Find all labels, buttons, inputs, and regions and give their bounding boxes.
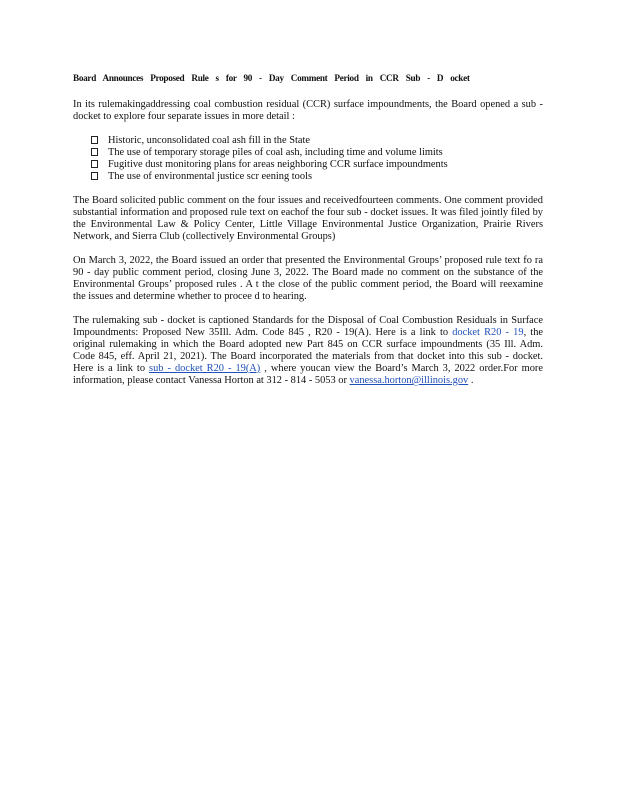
intro-paragraph: In its rulemakingaddressing coal combustion residual (CCR) surface impoundments, the Board opened a sub - docket to explore four separate issues in more detail : bbox=[73, 99, 543, 122]
announcement-title: Board Announces Proposed Rule s for 90 - Day Comment Period in CCR Sub - D ocket bbox=[73, 73, 470, 83]
document-page bbox=[73, 72, 543, 399]
list-item bbox=[91, 135, 543, 147]
list-item bbox=[91, 159, 543, 171]
order-paragraph: On March 3, 2022, the Board issued an order that presented the Environmental Groups’ proposed rule text fo ra 90 - day public comment period, closing June 3, 2022. The Board made no comment on the substance of the Environmental Groups’ proposed rules . A t the close of the public comment period, the Board will reexamine the issues and determine whether to procee d to hearing. bbox=[73, 255, 543, 302]
issue-text: Fugitive dust monitoring plans for areas neighboring CCR surface impoundments bbox=[108, 159, 448, 170]
comments-paragraph: The Board solicited public comment on the four issues and receivedfourteen comments. One comment provided substantial information and proposed rule text on eachof the four sub - docket issues. It was filed jointly filed by the Environmental Law & Policy Center, Little Village Environmental Justice Organization, Prairie Rivers Network, and Sierra Club (collectively Environmental Groups) bbox=[73, 195, 543, 242]
docket-paragraph bbox=[73, 315, 543, 387]
issue-text: Historic, unconsolidated coal ash fill in the State bbox=[108, 135, 310, 146]
list-item bbox=[91, 171, 543, 183]
list-item bbox=[91, 147, 543, 159]
bullet-icon bbox=[91, 136, 98, 144]
issue-text: The use of environmental justice scr eening tools bbox=[108, 171, 313, 182]
bullet-icon bbox=[91, 160, 98, 168]
docket-text-1: The rulemaking sub - docket is captioned Standards for the Disposal of Coal Combustion Residuals in Surface Impoundments: Proposed New 35Ill. Adm. Code 845 , R20 - 19(A). Here is a link to bbox=[73, 315, 543, 338]
docket-text-3: , where youcan view the Board’s March 3, 2022 order.For more information, please contact Vanessa Horton at 312 - 814 - 5053 or bbox=[73, 363, 543, 386]
bullet-icon bbox=[91, 148, 98, 156]
issue-text: The use of temporary storage piles of coal ash, including time and volume limits bbox=[108, 147, 443, 158]
issues-list bbox=[73, 135, 543, 183]
docket-r20-19-link[interactable]: docket R20 - 19 bbox=[452, 327, 524, 338]
bullet-icon bbox=[91, 172, 98, 180]
sub-docket-link[interactable]: sub - docket R20 - 19(A) bbox=[149, 363, 261, 374]
docket-text-4: . bbox=[468, 375, 474, 386]
email-link[interactable]: vanessa.horton@illinois.gov bbox=[349, 375, 469, 386]
docket-text-2: , the original rulemaking in which the Board adopted new Part 845 on CCR surface impoundments (35 Ill. Adm. Code 845, eff. April 21, 2021). The Board incorporated the materials from that docket into this sub - docket. Here is a link to bbox=[73, 327, 544, 374]
